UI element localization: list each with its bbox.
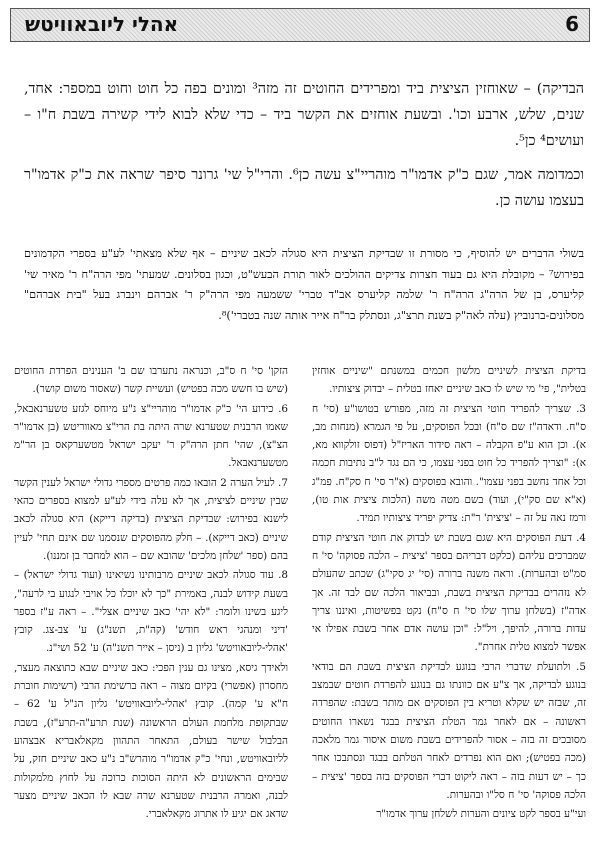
footnote: 4. דעת הפוסקים היא שגם בשבת יש לבדוק את חוטי הציצית קודם שמברכים עליהם (כלקט דבריהם בספר 'ציצית – הלכה פסוקה' סי' ח סמ"ט ובהערות). וראה משנה ברורה (סי' יג סקי"ג) שכתב שהעולם לא נזהרים בבדיקת הציצית בשבת, ובביאור הלכה שם לבד זה. אך אדה"ז (בשלחן ערוך שלו סי' ח ס"ח) נקט בפשיטות, ואיננו צריך עדות ברורה, להיפך, ויל"ל: "וכן עושה אדם אחר בשבת אפילו אי אפשר למצוא טלית אחרת". [312,531,586,654]
footnote: ועי"ע בספר לקט ציונים והערות לשלחן ערוך אדמו"ר [376,808,586,821]
journal-title: אהלי ליובאוויטש [25,12,179,36]
footnote: בדיקת הציצית לשיניים מלשון חכמים במשנתם "שיניים אוחזין בטלית", פי' מי שיש לו כאב שיניים יאחז בטלית – יבדוק ציצותיו. [312,365,586,396]
page-header [10,8,590,42]
footnote: 7. לעיל הערה 2 הובאו כמה פרטים מספרי גדולי ישראל לענין הקשר שבין שיניים לציצית, אך לא עלה בידי לע"ע למצוא בספרים כהאי לישנא בפירוש: שבדיקת הציצית (בדיקה דייקא) היא סגולה לכאב שיניים (כאב דייקא). – חלק מהפוסקים שנסמנו שם אינם תחי' לעיין בהם (ספר 'שלחן מלכים' שהובא שם – הוא למחבר בן זמננו). [14,476,288,562]
footnotes-left-column [14,362,288,852]
footnotes [14,362,586,852]
main-paragraph: וכמדומה אמר, שגם כ"ק אדמו"ר מוהריי"צ עשה כן⁶. והרי"ל שי' גרונר סיפר שראה את כ"ק אדמו"ר בעצמו עושה כן. [24,167,584,209]
addendum-note: בשולי הדברים יש להוסיף, כי מסורת זו שבדיקת הציצית היא סגולה לכאב שיניים – אף שלא מצאתי' לע"ע בספרי הקדמונים בפירוש⁷ – מקובלת היא גם בעוד חצרות צדיקים ההולכים לאור תורת הבעש"ט, וכגון בסלונים. שמעתי' מפי הרה"ח ר' מאיר שי' קליערס, בן של הרה"ג הרה"ח ר' שלמה קליערס אב"ד טברי' ששמעה מפי הרה"ק ר' אברהם וינברג בעל "בית אברהם" מסלונים-ברנוביץ (עלה לאה"ק בשנת תרצ"ג, ונסתלק בר"ח אייר אותה שנה בטברי')⁸. [24,247,584,322]
footnote: 8. עוד סגולה לכאב שיניים מרבותינו נשיאינו (ועוד גדולי ישראל) – בשעת קידוש לבנה, באמירת "כך לא יוכלו כל אויבי לנגוע בי לרעה", ליגע בשינו ולומר: "לא יהי' כאב שיניים אצלי". – ראה ע"ז בספר 'דיני ומנהגי ראש חודש' (קה"ת, תשנ"ג) ע' צב-צג. קובץ 'אהלי-ליובאוויטש' גליון ב (ניסן – אייר תשנ"ה) ע' 52 ושי"נ. [14,569,288,655]
page-number: 6 [565,12,579,36]
main-text [24,76,584,222]
footnote: ולאידך גיסא, מצינו גם ענין הפכי: כאב שיניים שבא כתוצאה מעצר, מחסרון (אפשרי) בקיום מצוה – ראה ברשימת הרבי (רשימות חוברת ח"א ע' קמה). קובץ 'אהלי-ליובאוויטש' גליון הנ"ל ע' 62 – שבתקופת מלחמת העולם הראשונה (שנת תרע"ה-תרע"ז), בשבת הבלבול שישר בעולם, התאחר התהוון מקאלאבריא אבצהוע לליובאוויטש, ונחי' כ"ק אדמו"ר מוהרש"ב נ"ע כאב שיניים חזק, על שבימים הראשונים לא היתה הסוכות כרוכה על לחוץ מלמקולות לבנה, ואמרה הרבנית שטערנא שרה שבא לו הכאב שיניים מצער שדאג אם יגיע לו אתרוג מקאלאברי. [14,661,288,821]
footnote: 6. כידוע הי' כ"ק אדמו"ר מוהריי"צ נ"ע מיוחס לגזע טשערנאבאל, שאמו הרבנית שטערנא שרה היתה בת הרי"צ מאווריטש (בן אדמו"ר הצ"צ), שהי' חתן הרה"ק ר' יעקב ישראל מטשערקאס בן הר"מ מטשערנאבאל. [14,402,288,470]
main-paragraph: הבדיקה) – שאוחזין הציצית ביד ומפרידים החוטים זה מזה³ ומונים בפה כל חוט וחוט במספר: אחד, שנים, שלש, ארבע וכו'. ובשעת אוחזים את הקשר ביד – כדי שלא לבוא לידי קשירה בשבת ח"ו – ועושים⁴ כן⁵. [24,81,584,149]
footnote: 3. שצריך להפריד חוטי הציצית זה מזה, מפורש בטושו"ע (סי' ח ס"ח. ודאדה"ז שם ס"ח) ובכל הפוסקים, על פי הגמרא (מנחות מב, א). וכן הוא ע"פ הקבלה – ראה סידור האריז"ל (דפוס זולקווא מא, א): "וצריך להפריד כל חוט בפני עצמו, כי הם נגד ל"ב נתיבות חכמה וכל אחד נחשב בפני עצמו". והובא בפוסקים (א"ר סי' ח סק"ח. פמ"ג (א"א שם סק"י), ועוד) בשם מטה משה (הלכות ציצית אות טו), ורמז נאה על זה – 'ציצית' ר"ת: צדיק יפריד ציצותיו תמיד. [312,402,586,525]
footnote: הזקן' סי' ח ס"ב, וכנראה נתערבו שם ב' הענינים הפרדת החוטים (שיש בו חשש מכה בפטיש) ועשיית קשר (שאסור משום קושר). [14,365,288,396]
footnotes-right-column [312,362,586,852]
footnote: 5. ולתועלת שדברי הרבי בנוגע לבדיקת הציצית בשבת הם בודאי בנוגע לבדיקה, אך צ"ע אם כוונתו גם בנוגע להפרדת חוטים שבמצב זה, שבזה יש שקלא וטריא בין הפוסקים אם מותר בשבת: שהפרדה ראשונה – אם לאחר גמר הטלת הציצית בבגד נשארו החוטים מסובכים זה בזה – אסור להפרידים בשבת משום איסור גמר מלאכה (מכה בפטיש); ואם הוא נפרדים לאחר הטלתם בבגד ונסתבכו אחר כך – יש דעות בזה – ראה ליקוט דברי הפוסקים בזה בספר 'ציצית – הלכה פסוקה' סי' ח סל"ו ובהערות. [312,660,586,801]
